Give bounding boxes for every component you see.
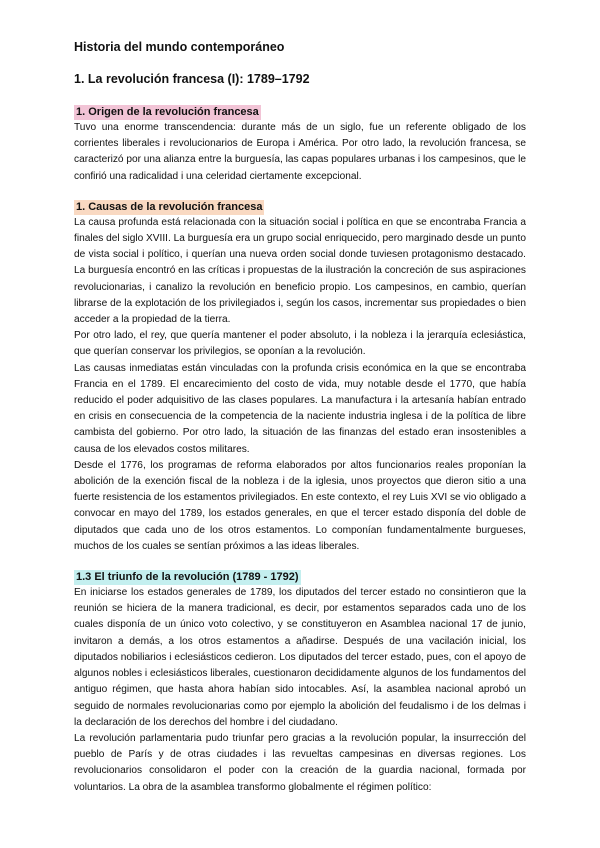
paragraph: Las causas inmediatas están vinculadas con la profunda crisis económica en la que se encontraba Francia en el 1789. El encarecimiento del costo de vida, muy notable desde el 1770, que había reducido el poder adquisitivo de las clases populares. La manufactura i la artesanía habían entrado en crisis en consecuencia de la competencia de la naciente industria inglesa i de la política de libre cambista del gobierno. Por otro lado, la situación de las finanzas del estado eran insostenibles a causa de los elevados costos militares.: [74, 362, 526, 455]
section-causas: [74, 197, 526, 555]
paragraph: En iniciarse los estados generales de 1789, los diputados del tercer estado no consintieron que la reunión se hiciera de la manera tradicional, es decir, por estamentos separados cada uno de los cuales disponía de un único voto colectivo, y se constituyeron en Asamblea nacional 17 de junio, invitaron a demás, a los otros estamentos a añadirse. Después de una vacilación inicial, los diputados nobiliarios i eclesiásticos cedieron. Los diputados del tercer estado, pues, con el apoyo de algunos nobles i eclesiásticos liberales, cuestionaron decididamente algunos de los fundamentos del antiguo régimen, que hasta ahora habían sido intocables. Así, la asamblea nacional aprobó un seguido de normales revolucionarias como por ejemplo la abolición del feudalismo i de los delmas i la declaración de los derechos del hombre i del ciudadano.: [74, 587, 526, 728]
document-title: Historia del mundo contemporáneo: [74, 40, 285, 54]
paragraph: Desde el 1776, los programas de reforma elaborados por altos funcionarios reales proponían la abolición de la exención fiscal de la nobleza i de la iglesia, unos proyectos que dieron sitio a una fuerte resistencia de los estamentos privilegiados. En este contexto, el rey Luis XVI se vio obligado a convocar en mayo del 1789, los estados generales, en que el tercer estado disponía del doble de diputados que cada uno de los otros estamentos. Lo componían fundamentalmente burgueses, muchos de los cuales se sentían próximos a las ideas liberales.: [74, 459, 526, 552]
chapter-title: 1. La revolución francesa (I): 1789–1792: [74, 72, 310, 86]
paragraph: La revolución parlamentaria pudo triunfar pero gracias a la revolución popular, la insurrección del pueblo de París y de otras ciudades i las revueltas campesinas en diversas regiones. Los revolucionarios consolidaron el poder con la creación de la guardia nacional, formada por voluntarios. La obra de la asamblea transformo globalmente el régimen político:: [74, 732, 526, 793]
paragraph: La causa profunda está relacionada con la situación social i política en que se encontraba Francia a finales del siglo XVIII. La burguesía era un grupo social enriquecido, pero marginado desde un punto de vista social i político, i querían una nueva orden social donde tuviesen protagonismo destacado. La burguesía encontró en las críticas i propuestas de la ilustración la concreción de sus aspiraciones revolucionarias, i canalizo la revolución en beneficio propio. Los campesinos, en cambio, querían librarse de la explotación de los privilegiados i, según los casos, incrementar sus propiedades o bien acceder a la propiedad de la tierra.: [74, 216, 526, 326]
paragraph: Por otro lado, el rey, que quería mantener el poder absoluto, i la nobleza i la jerarquía eclesiástica, que querían conservar los privilegios, se oponían a la revolución.: [74, 330, 526, 358]
paragraph: Tuvo una enorme transcendencia: durante más de un siglo, fue un referente obligado de los corrientes liberales i revolucionarios de Europa i América. Por otro lado, la revolución francesa, se caracterizó por una alianza entre la burguesía, las capas populares urbanas i los campesinos, que le confirió una radicalidad i una celeridad ciertamente excepcional.: [74, 122, 526, 182]
section-heading-triunfo: 1.3 El triunfo de la revolución (1789 - 1792): [76, 571, 299, 584]
section-heading-origen: 1. Origen de la revolución francesa: [76, 106, 259, 118]
section-heading-causas: 1. Causas de la revolución francesa: [76, 200, 263, 213]
section-origen: [74, 102, 526, 185]
section-triunfo: [74, 567, 526, 796]
